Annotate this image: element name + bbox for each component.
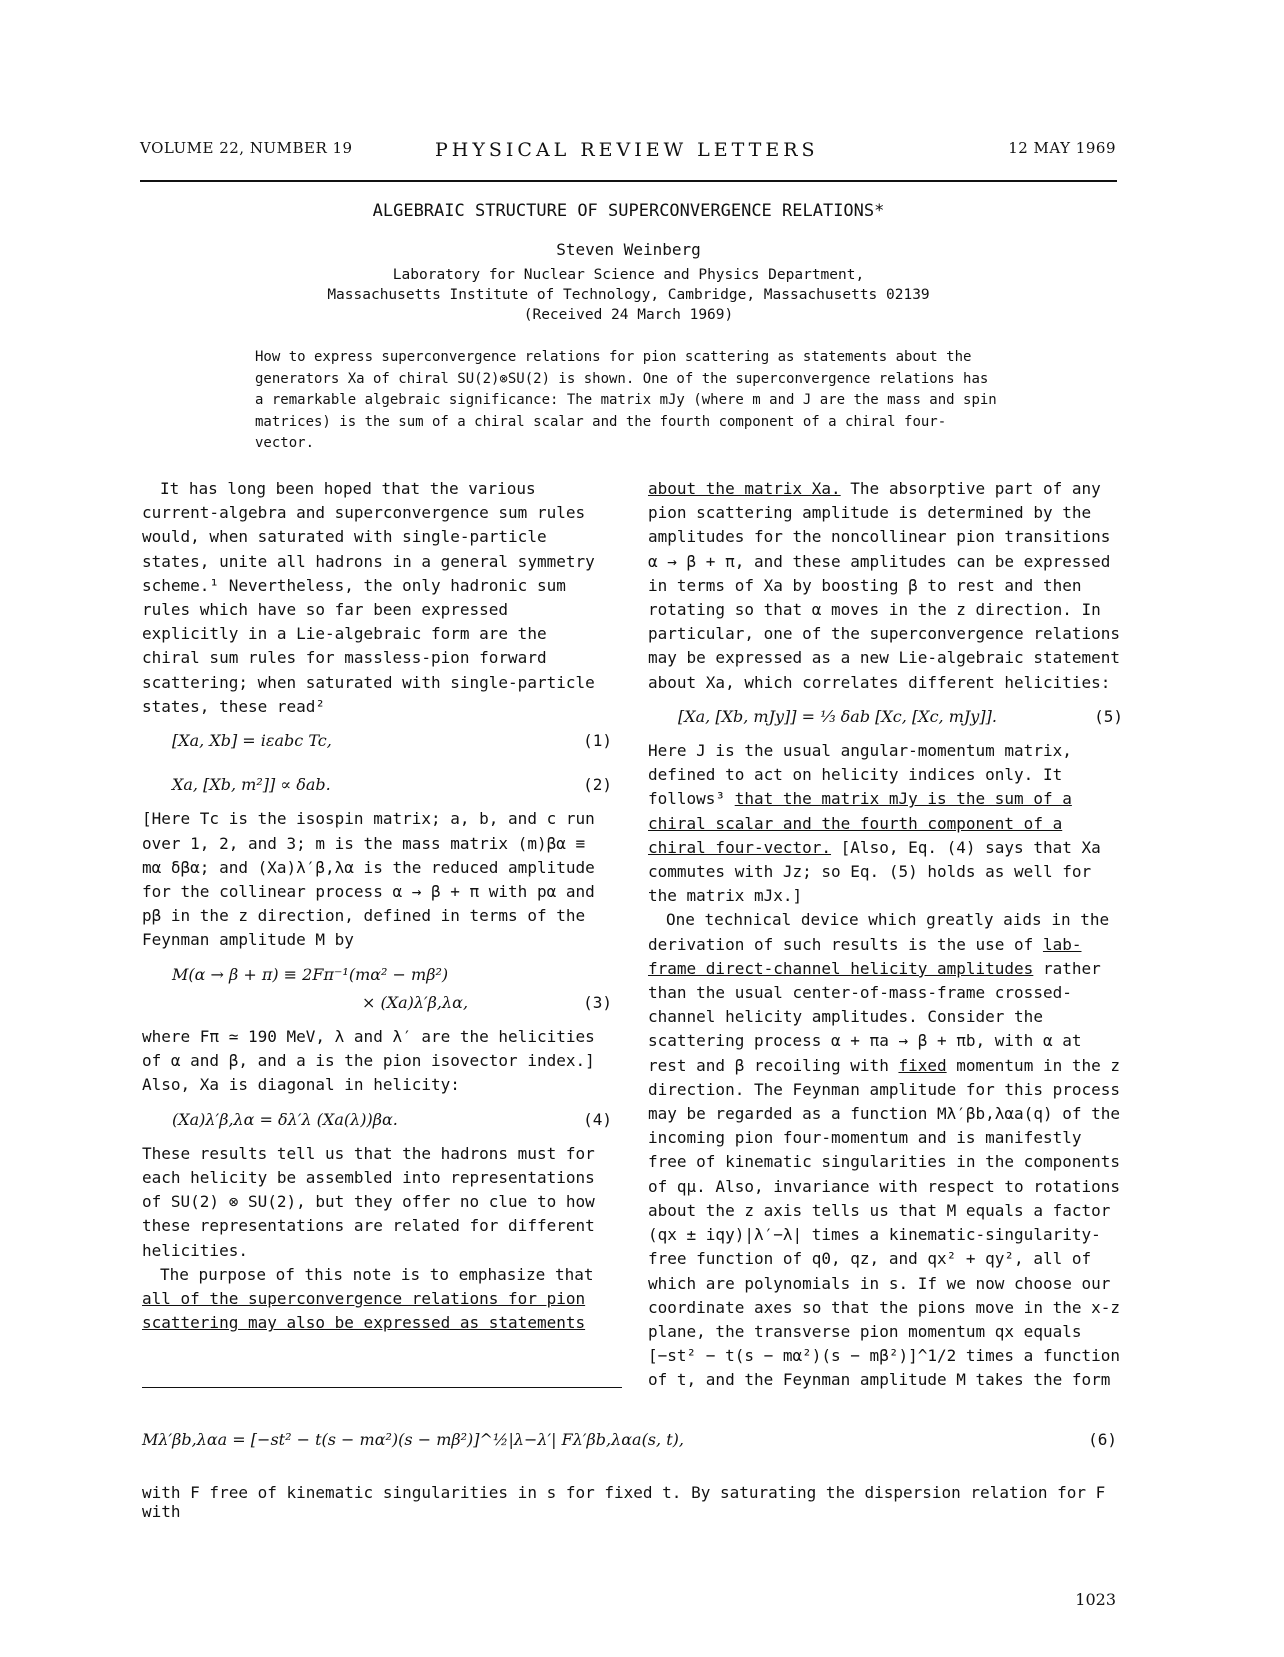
equation-4 (142, 1098, 612, 1142)
left-paragraph-3: where Fπ ≃ 190 MeV, λ and λ′ are the helicities of α and β, and a is the pion isovector index.] Also, Xa is diagonal in helicity: (142, 1027, 595, 1095)
equation-5 (648, 695, 1123, 739)
right-paragraph-2a: Here J is the usual angular-momentum matrix, defined to act on helicity indices only. It follows³ (648, 741, 1072, 809)
left-paragraph-5b: all of the superconvergence relations for pion (142, 1289, 586, 1309)
header-date: 12 MAY 1969 (1008, 139, 1116, 157)
equation-3-text-b: × (Xa)λ′β,λα, (362, 992, 469, 1012)
left-paragraph-1: It has long been hoped that the various current-algebra and superconvergence sum rules would, when saturated with single-particle states, unite all hadrons in a general symmetry scheme.¹ Nevertheless, the only hadronic sum rules which have so far been expressed explicitly in a Lie-algebraic form are the chiral sum rules for massless-pion forward scattering; when saturated with single-particle states, these read² (142, 479, 595, 716)
right-paragraph-3a: One technical device which greatly aids in the derivation of such results is the use of (648, 910, 1110, 954)
equation-6 (142, 1430, 1117, 1449)
right-paragraph-3 (648, 908, 1123, 1392)
page-number: 1023 (1075, 1590, 1116, 1609)
right-underline-2: that the matrix mJy is the sum of a chiral scalar and the fourth component of a chiral four-vector. (648, 789, 1072, 857)
left-paragraph-5a: The purpose of this note is to emphasize that (160, 1264, 594, 1284)
final-line: with F free of kinematic singularities in s for fixed t. By saturating the dispersion relation for F with (142, 1483, 1106, 1521)
equation-1-text: [Xa, Xb] = iεabc Tc, (172, 731, 332, 751)
equation-3-line-1 (142, 953, 612, 989)
right-column (648, 477, 1123, 1393)
left-column (142, 477, 612, 1336)
equation-3-text-a: M(α → β + π) ≡ 2Fπ⁻¹(mα² − mβ²) (172, 964, 449, 984)
right-paragraph-1 (648, 477, 1123, 695)
right-underline-1: about the matrix Xa. (648, 479, 841, 498)
article-affiliation-2: Massachusetts Institute of Technology, Cambridge, Massachusetts 02139 (327, 287, 930, 303)
article-received: (Received 24 March 1969) (523, 307, 734, 323)
equation-1-number: (1) (583, 731, 612, 751)
equation-6-text: Mλ′βb,λαa = [−st² − t(s − mα²)(s − mβ²)]^½|λ−λ′| Fλ′βb,λαa(s, t), (142, 1430, 684, 1449)
right-paragraph-3c: momentum in the z direction. The Feynman amplitude for this process may be regarded as a function Mλ′βb,λαa(q) of the incoming pion four-momentum and is manifestly free of kinematic singularities in the components of qμ. Also, invariance with respect to rotations about the z axis tells us that M equals a factor (qx ± iqy)|λ′−λ| times a kinematic-singularity-free function of q0, qz, and qx² + qy², all of which are polynomials in s. If we now choose our coordinate axes so that the pions move in the x-z plane, the transverse pion momentum qx equals [−st² − t(s − mα²)(s − mβ²)]^1/2 times a function of t, and the Feynman amplitude M takes the form (648, 1055, 1121, 1390)
left-paragraph-5c: scattering may also be expressed as statements (142, 1313, 586, 1333)
article-author: Steven Weinberg (556, 240, 701, 259)
equation-4-text: (Xa)λ′β,λα = δλ′λ (Xa(λ))βα. (172, 1109, 398, 1129)
right-paragraph-2 (648, 739, 1123, 908)
equation-5-number: (5) (1094, 706, 1123, 726)
equation-3-line-2 (142, 989, 612, 1025)
left-column-end-rule (142, 1387, 622, 1388)
equation-4-number: (4) (583, 1109, 612, 1129)
header-volume: VOLUME 22, NUMBER 19 (140, 139, 353, 157)
equation-2 (142, 763, 612, 807)
article-abstract: How to express superconvergence relations for pion scattering as statements about the generators Xa of chiral SU(2)⊗SU(2) is shown. One of the superconvergence relations has a remarkable algebraic significance: The matrix mJy (where m and J are the mass and spin matrices) is the sum of a chiral scalar and the fourth component of a chiral four-vector. (255, 349, 997, 451)
article-title: ALGEBRAIC STRUCTURE OF SUPERCONVERGENCE RELATIONS* (372, 201, 885, 221)
left-paragraph-2: [Here Tc is the isospin matrix; a, b, and c run over 1, 2, and 3; m is the mass matrix (m)βα ≡ mα δβα; and (Xa)λ′β,λα is the reduced amplitude for the collinear process α → β + π with pα and pβ in the z direction, defined in terms of the Feynman amplitude M by (142, 809, 595, 950)
equation-3-number: (3) (583, 992, 612, 1012)
equation-5-text: [Xa, [Xb, mJy]] = ⅓ δab [Xc, [Xc, mJy]]. (678, 706, 997, 726)
equation-2-text: Xa, [Xb, m²]] ∝ δab. (172, 775, 331, 795)
right-paragraph-2b: [Also, Eq. (4) says that Xa commutes with Jz; so Eq. (5) holds as well for the matrix mJx.] (648, 837, 1101, 906)
right-paragraph-1-text: The absorptive part of any pion scattering amplitude is determined by the amplitudes for the noncollinear pion transitions α → β + π, and these amplitudes can be expressed in terms of Xa by boosting β to rest and then rotating so that α moves in the z direction. In particular, one of the superconvergence relations may be expressed as a new Lie-algebraic statement about Xa, which correlates different helicities: (648, 479, 1121, 692)
equation-2-number: (2) (583, 775, 612, 795)
right-paragraph-3b: rather than the usual center-of-mass-frame crossed-channel helicity amplitudes. Consider the scattering process α + πa → β + πb, with α at rest and β recoiling with (648, 958, 1101, 1075)
equation-1 (142, 719, 612, 763)
left-paragraph-4: These results tell us that the hadrons must for each helicity be assembled into representations of SU(2) ⊗ SU(2), but they offer no clue to how these representations are related for different helicities. (142, 1143, 595, 1260)
right-underline-3: lab-frame direct-channel helicity amplitudes (648, 934, 1082, 978)
header-rule (140, 180, 1117, 182)
right-underline-fixed: fixed (898, 1055, 947, 1075)
equation-6-number: (6) (1088, 1430, 1117, 1449)
article-affiliation-1: Laboratory for Nuclear Science and Physics Department, (392, 267, 865, 283)
header-journal: PHYSICAL REVIEW LETTERS (435, 139, 819, 161)
